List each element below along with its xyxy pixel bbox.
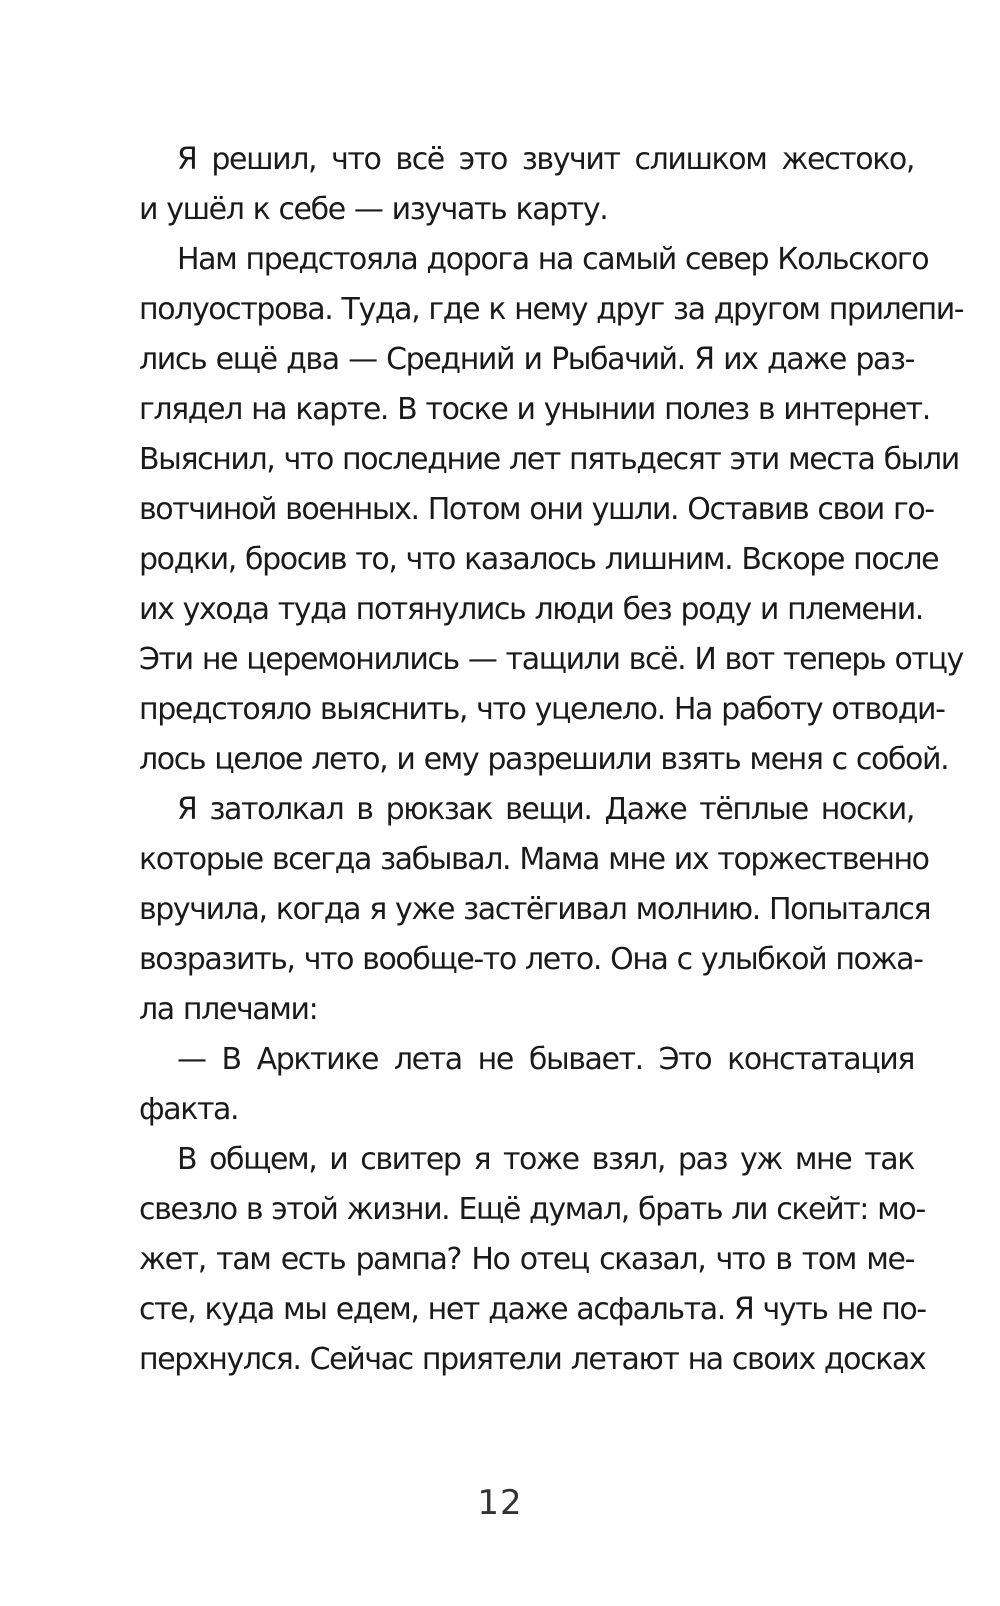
- text-line: их ухода туда потянулись люди без роду и племени.: [139, 592, 923, 627]
- text-line: В общем, и свитер я тоже взял, раз уж мне так: [177, 1142, 914, 1177]
- text-line: — В Арктике лета не бывает. Это констатация: [177, 1042, 914, 1077]
- text-line: вручила, когда я уже застёгивал молнию. Попытался: [139, 892, 931, 927]
- text-line: предстояло выяснить, что уцелело. На работу отводи-: [139, 692, 945, 727]
- text-line: свезло в этой жизни. Ещё думал, брать ли скейт: мо-: [139, 1192, 925, 1227]
- text-line: родки, бросив то, что казалось лишним. Вскоре после: [139, 542, 939, 577]
- text-line: лось целое лето, и ему разрешили взять меня с собой.: [139, 742, 949, 777]
- text-line: вотчиной военных. Потом они ушли. Оставив свои го-: [139, 492, 934, 527]
- text-line: Я решил, что всё это звучит слишком жестоко,: [177, 142, 914, 177]
- text-line: Я затолкал в рюкзак вещи. Даже тёплые носки,: [177, 792, 914, 827]
- text-line: ла плечами:: [139, 992, 318, 1027]
- text-line: Эти не церемонились — тащили всё. И вот теперь отцу: [139, 642, 963, 677]
- text-line: сте, куда мы едем, нет даже асфальта. Я чуть не по-: [139, 1292, 926, 1327]
- text-line: полуострова. Туда, где к нему друг за другом прилепи-: [139, 292, 964, 327]
- text-line: факта.: [139, 1092, 239, 1127]
- text-line: Нам предстояла дорога на самый север Кольского: [177, 242, 929, 277]
- text-line: возразить, что вообще-то лето. Она с улыбкой пожа-: [139, 942, 923, 977]
- text-line: перхнулся. Сейчас приятели летают на своих досках: [139, 1342, 926, 1377]
- page-body: [139, 135, 964, 1385]
- text-line: которые всегда забывал. Мама мне их торжественно: [139, 842, 929, 877]
- page-number: 12: [477, 1483, 523, 1523]
- text-line: и ушёл к себе — изучать карту.: [139, 192, 608, 227]
- text-line: глядел на карте. В тоске и унынии полез в интернет.: [139, 392, 930, 427]
- text-line: Выяснил, что последние лет пятьдесят эти места были: [139, 442, 959, 477]
- text-line: жет, там есть рампа? Но отец сказал, что в том ме-: [139, 1242, 914, 1277]
- text-line: лись ещё два — Средний и Рыбачий. Я их даже раз-: [139, 342, 914, 377]
